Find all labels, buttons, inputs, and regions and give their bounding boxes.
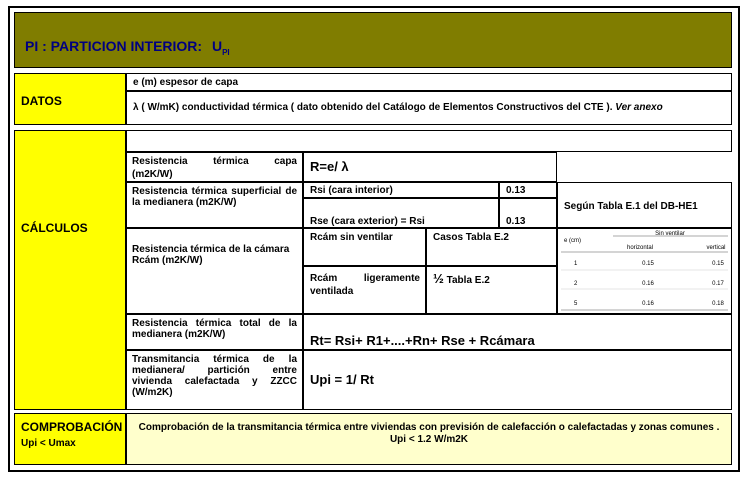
tabla-e2-cell xyxy=(557,228,732,314)
rse-label: Rse (cara exterior) = Rsi xyxy=(310,216,425,227)
rt-label-cell xyxy=(126,314,303,350)
rsup-note-cell xyxy=(557,182,732,228)
tabla-e2-row1-e: 1 xyxy=(574,261,578,267)
rcam-casos: Casos Tabla E.2 xyxy=(433,232,509,243)
upi-formula-cell xyxy=(303,350,732,410)
rcam-half-cell xyxy=(426,266,557,314)
tabla-e2-row1-v: 0.15 xyxy=(712,261,724,267)
datos-espesor-text: e (m) espesor de capa xyxy=(133,77,239,88)
calculos-label-cell xyxy=(14,130,126,410)
comprobacion-sub: Upi < Umax xyxy=(21,438,76,449)
rsi-label-cell xyxy=(303,182,499,198)
rcam-ligeramente-line1: Rcám ligeramente xyxy=(310,273,420,284)
comprobacion-text-cell xyxy=(126,413,732,465)
rcam-half-text: ½ Tabla E.2 xyxy=(433,271,490,286)
tabla-e2-col-h: horizontal xyxy=(626,245,654,251)
rsup-label-cell xyxy=(126,182,303,228)
rcam-sin-ventilar-cell xyxy=(303,228,426,266)
rcam-casos-cell xyxy=(426,228,557,266)
comprobacion-text-line2: Upi < 1.2 W/m2K xyxy=(389,434,469,445)
comprobacion-text-line1: Comprobación de la transmitancia térmica entre viviendas con previsión de calefacción o calefactadas y zonas comunes . xyxy=(138,422,720,433)
header-bar xyxy=(14,12,732,68)
tabla-e2-row2-e: 2 xyxy=(574,281,578,287)
tabla-e2-col-v: vertical xyxy=(706,245,726,251)
comprobacion-label: COMPROBACIÓN xyxy=(21,420,123,434)
upi-label-cell xyxy=(126,350,303,410)
tabla-e2-row3-v: 0.18 xyxy=(712,301,724,307)
r-capa-label-line2: (m2K/W) xyxy=(132,169,173,180)
r-capa-formula: R=e/ λ xyxy=(310,159,349,174)
tabla-e2-image xyxy=(558,229,731,313)
rcam-label: Resistencia térmica de la cámara Rcám (m2K/W) xyxy=(132,244,290,266)
rse-label-cell xyxy=(303,198,499,228)
tabla-e2-group: Sin ventilar xyxy=(655,231,685,237)
tabla-e2-row3-e: 5 xyxy=(574,301,578,307)
tabla-e2-col-e: e (cm) xyxy=(564,238,581,244)
datos-label-cell xyxy=(14,73,126,125)
upi-formula: Upi = 1/ Rt xyxy=(310,372,374,387)
calculos-label: CÁLCULOS xyxy=(21,221,88,235)
upi-label: Transmitancia térmica de la medianera/ partición entre vivienda calefactada y ZZCC (W/m2K) xyxy=(132,354,297,398)
rsi-label: Rsi (cara interior) xyxy=(310,185,393,196)
rcam-sin-ventilar: Rcám sin ventilar xyxy=(310,232,393,243)
datos-row-2 xyxy=(126,91,732,125)
rcam-ligeramente-cell xyxy=(303,266,426,314)
rt-formula: Rt= Rsi+ R1+....+Rn+ Rse + Rcámara xyxy=(310,333,535,348)
tabla-e2-row3-h: 0.16 xyxy=(642,301,654,307)
rse-value: 0.13 xyxy=(506,216,526,227)
r-capa-formula-cell xyxy=(303,152,557,182)
rsi-value: 0.13 xyxy=(506,185,526,196)
title-text: PI : PARTICION INTERIOR: xyxy=(25,38,203,54)
tabla-e2-row2-h: 0.16 xyxy=(642,281,654,287)
datos-conductividad-text: λ ( W/mK) conductividad térmica ( dato obtenido del Catálogo de Elementos Constructivos del CTE ). Ver anexo xyxy=(133,102,663,113)
r-capa-label-line1: Resistencia térmica capa xyxy=(132,156,297,167)
tabla-e2-row2-v: 0.17 xyxy=(712,281,724,287)
page-title xyxy=(25,38,230,57)
rsup-label: Resistencia térmica superficial de la medianera (m2K/W) xyxy=(132,186,297,208)
rsi-value-cell xyxy=(499,182,557,198)
datos-row-1 xyxy=(126,73,732,91)
rt-label: Resistencia térmica total de la medianera (m2K/W) xyxy=(132,318,297,340)
comprobacion-label-cell xyxy=(14,413,126,465)
rcam-ligeramente-line2: ventilada xyxy=(310,286,354,297)
ver-anexo-link[interactable]: Ver anexo xyxy=(615,102,663,113)
title-symbol: $U_{PI}$ xyxy=(211,38,230,57)
rse-value-cell xyxy=(499,198,557,228)
tabla-e2-row1-h: 0.15 xyxy=(642,261,654,267)
datos-label: DATOS xyxy=(21,94,62,108)
calculos-empty-row xyxy=(126,130,732,152)
r-capa-label-cell xyxy=(126,152,303,182)
rsup-note: Según Tabla E.1 del DB-HE1 xyxy=(564,201,698,212)
rt-formula-cell xyxy=(303,314,732,350)
rcam-label-cell xyxy=(126,228,303,314)
